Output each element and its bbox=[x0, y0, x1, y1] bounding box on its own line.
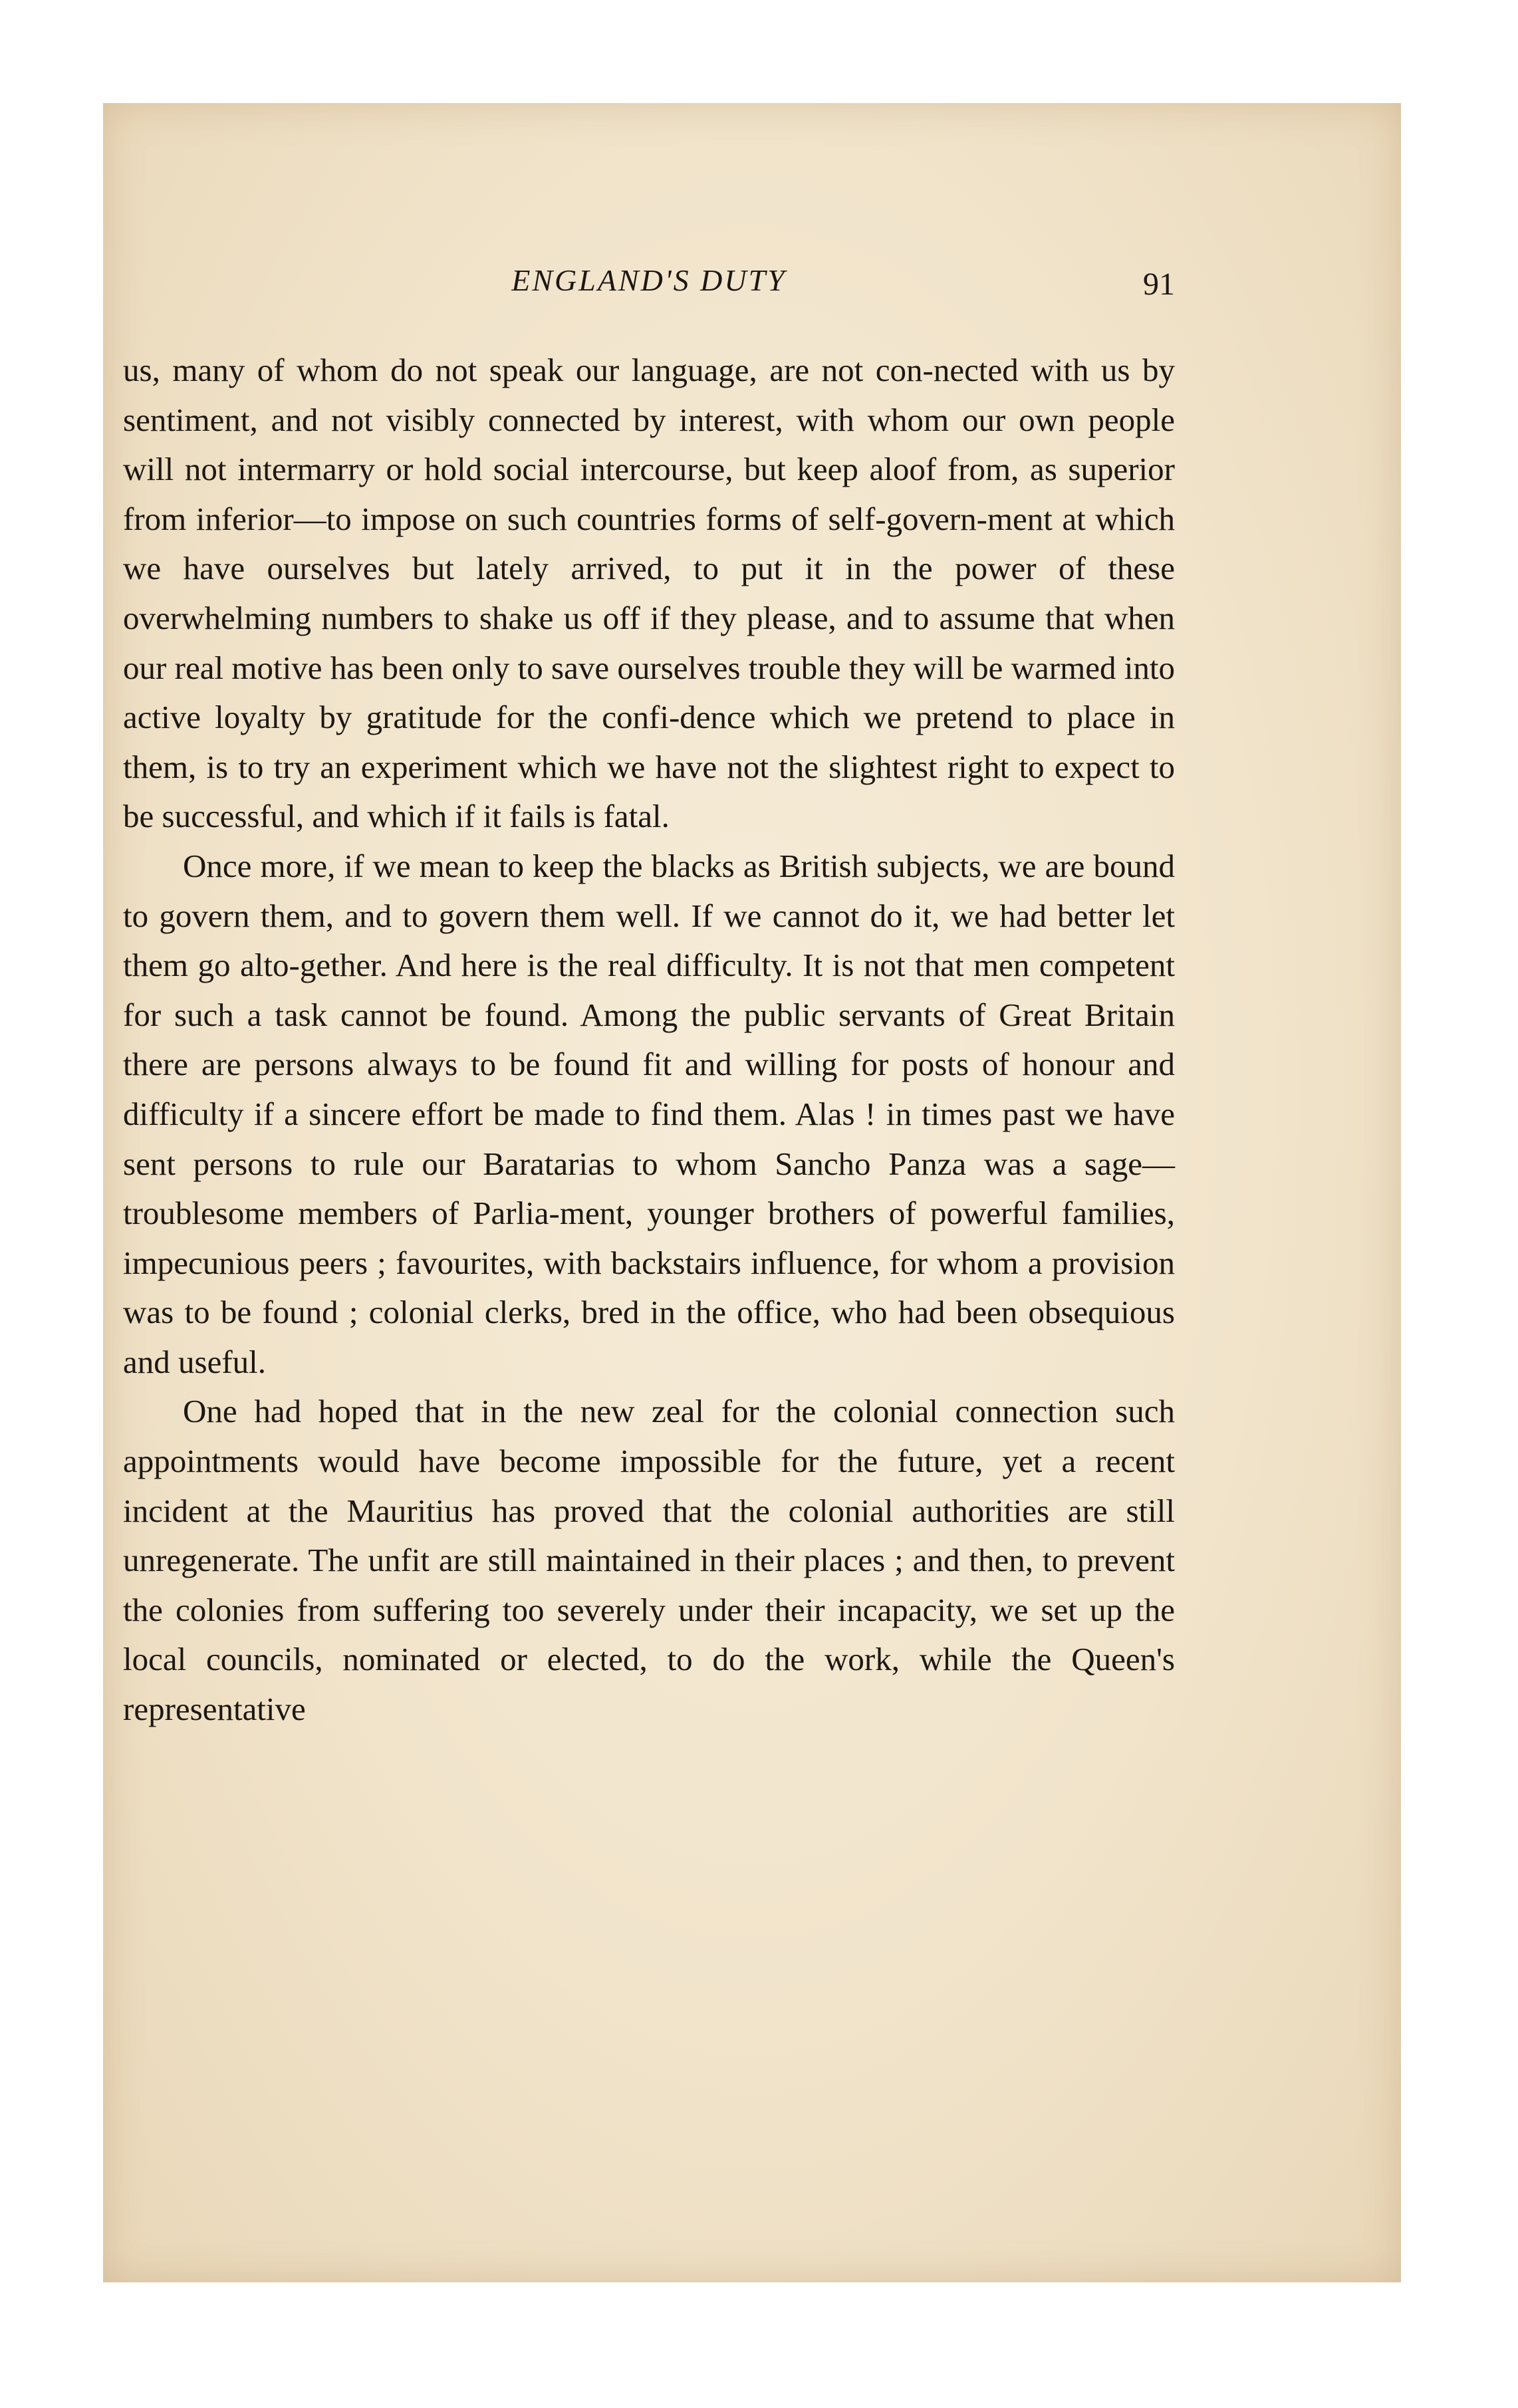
running-head-title: ENGLAND'S DUTY bbox=[511, 263, 787, 297]
book-page bbox=[123, 166, 1175, 1728]
paragraph: Once more, if we mean to keep the blacks as British subjects, we are bound to govern them, and to govern them well. If we cannot do it, we had better let them go alto-gether. And here is the real difficulty. It is not that men competent for such a task cannot be found. Among the public servants of Great Britain there are persons always to be found fit and willing for posts of honour and difficulty if a sincere effort be made to find them. Alas ! in times past we have sent persons to rule our Baratarias to whom Sancho Panza was a sage—troublesome members of Parlia-ment, younger brothers of powerful families, impecunious peers ; favourites, with backstairs influence, for whom a provision was to be found ; colonial clerks, bred in the office, who had been obsequious and useful. bbox=[123, 847, 1175, 1380]
page-number: 91 bbox=[1143, 267, 1175, 302]
body-text bbox=[123, 346, 1175, 1735]
paragraph: One had hoped that in the new zeal for the colonial connection such appointments would have become impossible for the future, yet a recent incident at the Mauritius has proved that the colonial authorities are still unregenerate. The unfit are still maintained in their places ; and then, to prevent the colonies from suffering too severely under their incapacity, we set up the local councils, nominated or elected, to do the work, while the Queen's representative bbox=[123, 1393, 1175, 1728]
paragraph: us, many of whom do not speak our language, are not con-nected with us by sentiment, and not visibly connected by interest, with whom our own people will not intermarry or hold social intercourse, but keep aloof from, as superior from inferior—to impose on such countries forms of self-govern-ment at which we have ourselves but lately arrived, to put it in the power of these overwhelming numbers to shake us off if they please, and to assume that when our real motive has been only to save ourselves trouble they will be warmed into active loyalty by gratitude for the confi-dence which we pretend to place in them, is to try an experiment which we have not the slightest right to expect to be successful, and which if it fails is fatal. bbox=[123, 352, 1175, 835]
running-head bbox=[123, 166, 1175, 302]
